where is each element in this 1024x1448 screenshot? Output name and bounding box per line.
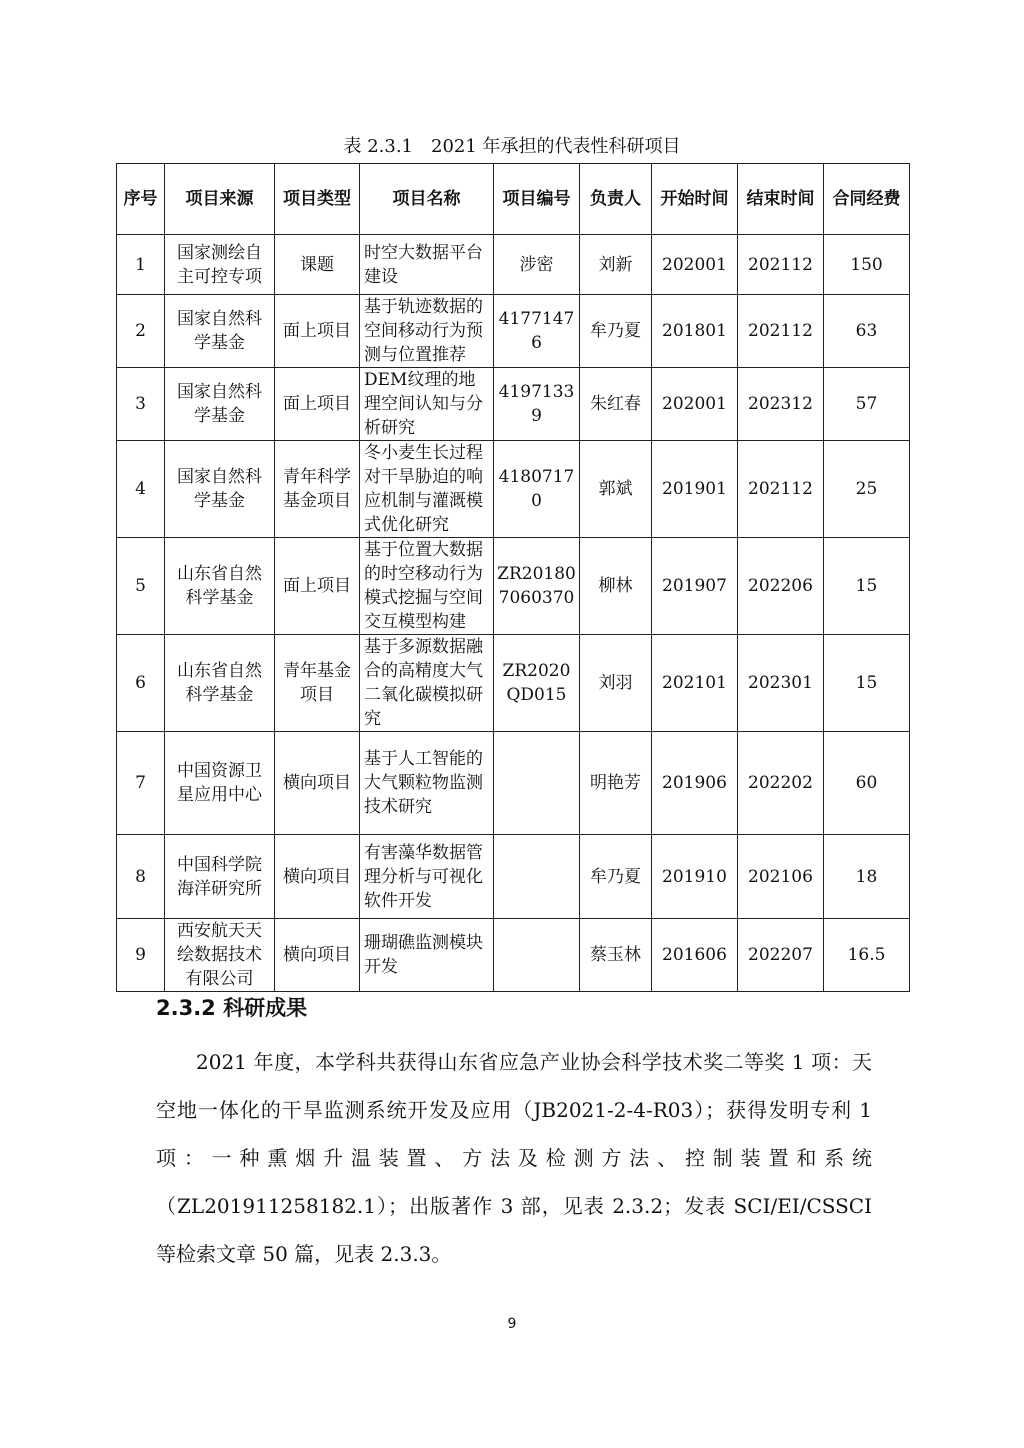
cell-type: 课题 (275, 235, 360, 295)
cell-code: 41771476 (494, 295, 580, 368)
cell-fund: 60 (824, 732, 910, 835)
cell-leader: 蔡玉林 (580, 919, 652, 992)
cell-end: 202106 (738, 835, 824, 919)
cell-no: 4 (117, 441, 165, 538)
table-row (117, 368, 910, 441)
cell-fund: 25 (824, 441, 910, 538)
cell-fund: 150 (824, 235, 910, 295)
cell-fund: 57 (824, 368, 910, 441)
cell-code: ZR2020QD015 (494, 635, 580, 732)
cell-source: 山东省自然科学基金 (165, 538, 275, 635)
table-row (117, 295, 910, 368)
cell-end: 202112 (738, 235, 824, 295)
cell-name: 时空大数据平台建设 (360, 235, 494, 295)
cell-end: 202312 (738, 368, 824, 441)
cell-source: 西安航天天绘数据技术有限公司 (165, 919, 275, 992)
cell-no: 1 (117, 235, 165, 295)
table-row (117, 919, 910, 992)
cell-name: 有害藻华数据管理分析与可视化软件开发 (360, 835, 494, 919)
header-cell: 负责人 (580, 164, 652, 235)
cell-no: 9 (117, 919, 165, 992)
cell-type: 面上项目 (275, 295, 360, 368)
cell-source: 国家自然科学基金 (165, 368, 275, 441)
cell-start: 201606 (652, 919, 738, 992)
cell-end: 202202 (738, 732, 824, 835)
cell-code (494, 835, 580, 919)
cell-source: 中国科学院海洋研究所 (165, 835, 275, 919)
cell-end: 202112 (738, 295, 824, 368)
cell-code: 41971339 (494, 368, 580, 441)
header-cell: 合同经费 (824, 164, 910, 235)
cell-fund: 18 (824, 835, 910, 919)
table-row (117, 235, 910, 295)
cell-type: 横向项目 (275, 732, 360, 835)
cell-name: DEM纹理的地理空间认知与分析研究 (360, 368, 494, 441)
cell-start: 202001 (652, 235, 738, 295)
cell-code: 涉密 (494, 235, 580, 295)
cell-source: 山东省自然科学基金 (165, 635, 275, 732)
cell-start: 202001 (652, 368, 738, 441)
table-header-row (117, 164, 910, 235)
cell-start: 201907 (652, 538, 738, 635)
table-row (117, 835, 910, 919)
cell-end: 202301 (738, 635, 824, 732)
cell-leader: 牟乃夏 (580, 835, 652, 919)
cell-type: 横向项目 (275, 835, 360, 919)
cell-name: 珊瑚礁监测模块开发 (360, 919, 494, 992)
cell-fund: 15 (824, 538, 910, 635)
section-title: 2.3.2 科研成果 (156, 996, 308, 1020)
table-row (117, 538, 910, 635)
table-caption: 表 2.3.1 2021 年承担的代表性科研项目 (343, 136, 681, 157)
cell-end: 202112 (738, 441, 824, 538)
cell-start: 201910 (652, 835, 738, 919)
cell-no: 7 (117, 732, 165, 835)
cell-name: 基于轨迹数据的空间移动行为预测与位置推荐 (360, 295, 494, 368)
page-number: 9 (507, 1316, 517, 1332)
projects-table (116, 163, 910, 992)
cell-type: 横向项目 (275, 919, 360, 992)
cell-name: 基于多源数据融合的高精度大气二氧化碳模拟研究 (360, 635, 494, 732)
cell-no: 3 (117, 368, 165, 441)
cell-code (494, 732, 580, 835)
cell-name: 冬小麦生长过程对干旱胁迫的响应机制与灌溉模式优化研究 (360, 441, 494, 538)
cell-fund: 15 (824, 635, 910, 732)
cell-code (494, 919, 580, 992)
cell-leader: 柳林 (580, 538, 652, 635)
cell-code: 41807170 (494, 441, 580, 538)
cell-source: 国家测绘自主可控专项 (165, 235, 275, 295)
cell-leader: 朱红春 (580, 368, 652, 441)
cell-end: 202207 (738, 919, 824, 992)
cell-type: 青年基金项目 (275, 635, 360, 732)
cell-type: 面上项目 (275, 538, 360, 635)
cell-code: ZR201807060370 (494, 538, 580, 635)
cell-name: 基于人工智能的大气颗粒物监测技术研究 (360, 732, 494, 835)
header-cell: 开始时间 (652, 164, 738, 235)
cell-start: 201801 (652, 295, 738, 368)
cell-leader: 刘羽 (580, 635, 652, 732)
cell-type: 面上项目 (275, 368, 360, 441)
cell-source: 中国资源卫星应用中心 (165, 732, 275, 835)
table-row (117, 635, 910, 732)
cell-leader: 明艳芳 (580, 732, 652, 835)
header-cell: 项目名称 (360, 164, 494, 235)
cell-start: 201906 (652, 732, 738, 835)
cell-no: 6 (117, 635, 165, 732)
cell-no: 2 (117, 295, 165, 368)
header-cell: 项目来源 (165, 164, 275, 235)
cell-source: 国家自然科学基金 (165, 295, 275, 368)
header-cell: 项目类型 (275, 164, 360, 235)
table-row (117, 732, 910, 835)
cell-leader: 牟乃夏 (580, 295, 652, 368)
cell-end: 202206 (738, 538, 824, 635)
cell-no: 5 (117, 538, 165, 635)
header-cell: 序号 (117, 164, 165, 235)
cell-fund: 16.5 (824, 919, 910, 992)
table-row (117, 441, 910, 538)
cell-no: 8 (117, 835, 165, 919)
cell-leader: 郭斌 (580, 441, 652, 538)
body-paragraph: 2021 年度，本学科共获得山东省应急产业协会科学技术奖二等奖 1 项：天空地一体化的干旱监测系统开发及应用（JB2021-2-4-R03）；获得发明专利 1 项：一种熏烟升温装置、方法及检测方法、控制装置和系统（ZL201911258182.1）；出版著作 3 部，见表 2.3.2；发表 SCI/EI/CSSCI 等检索文章 50 篇，见表 2.3.3。 (156, 1050, 872, 1266)
cell-fund: 63 (824, 295, 910, 368)
header-cell: 项目编号 (494, 164, 580, 235)
cell-start: 201901 (652, 441, 738, 538)
cell-source: 国家自然科学基金 (165, 441, 275, 538)
header-cell: 结束时间 (738, 164, 824, 235)
cell-type: 青年科学基金项目 (275, 441, 360, 538)
cell-leader: 刘新 (580, 235, 652, 295)
cell-name: 基于位置大数据的时空移动行为模式挖掘与空间交互模型构建 (360, 538, 494, 635)
cell-start: 202101 (652, 635, 738, 732)
